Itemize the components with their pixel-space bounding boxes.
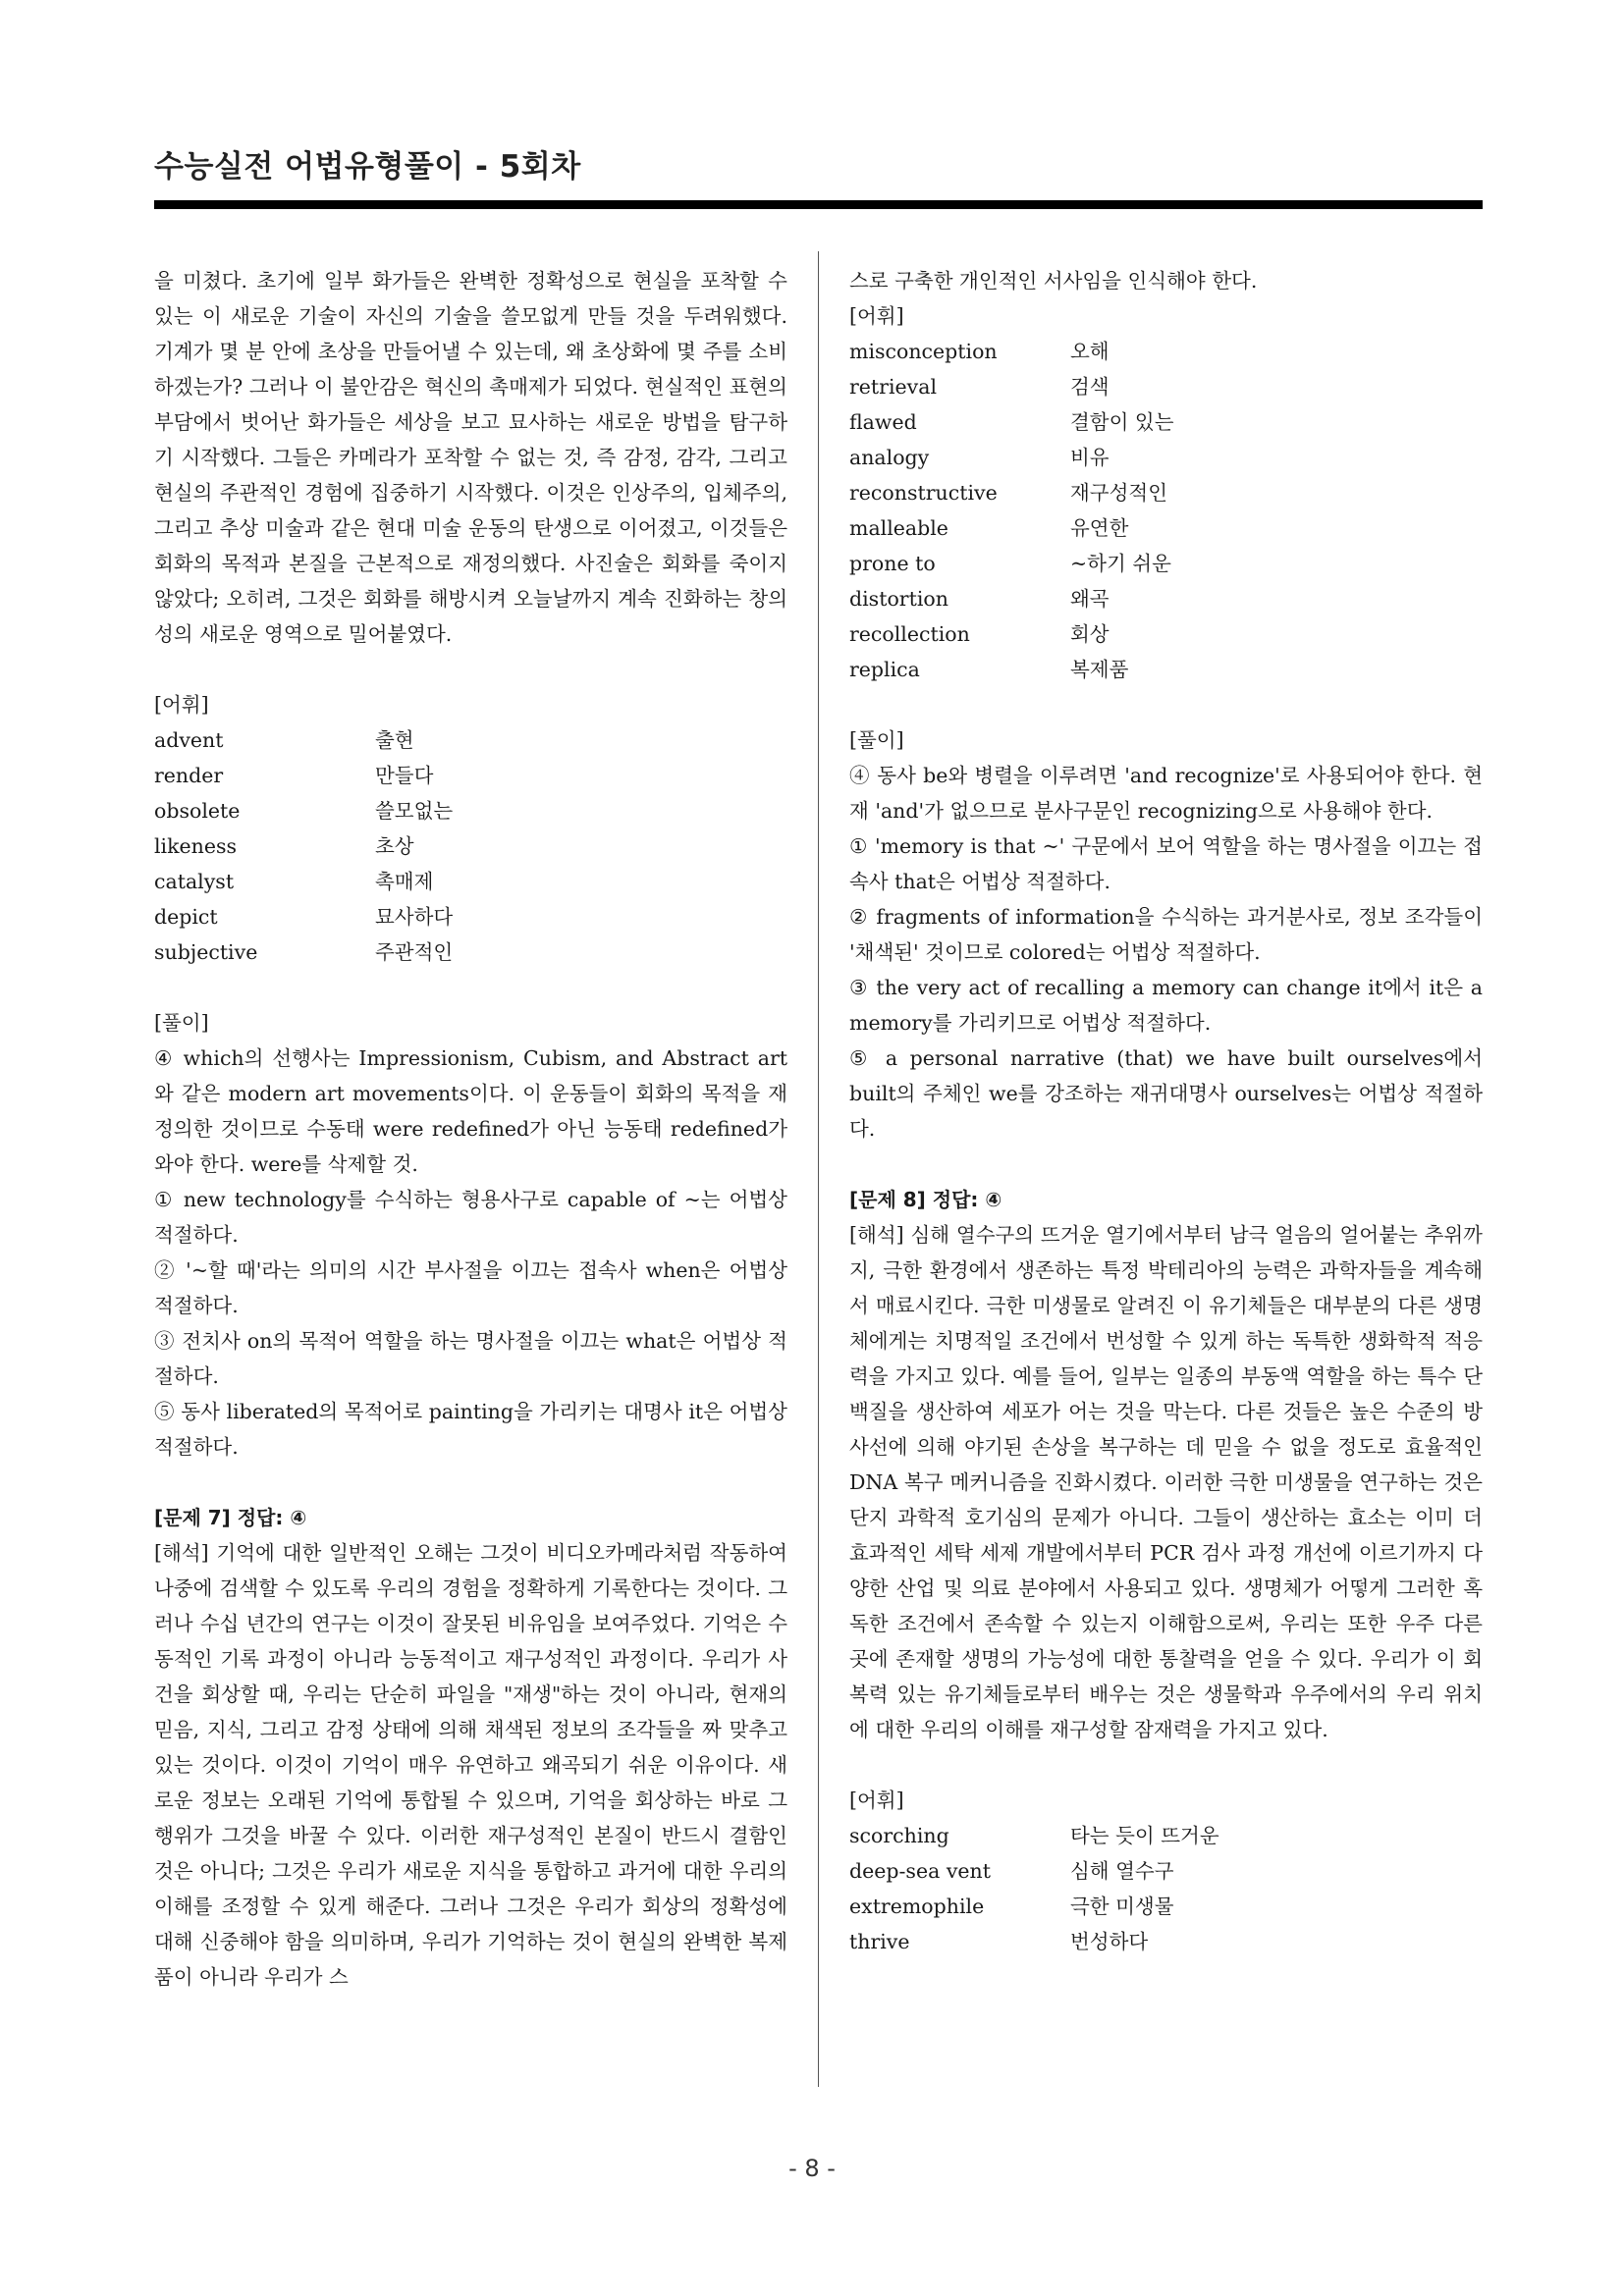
vocab-word: thrive	[849, 1930, 910, 1953]
vocab-word: prone to	[849, 552, 936, 575]
vocab-meaning: 왜곡	[1070, 587, 1110, 611]
solution-item: ① 'memory is that ~' 구문에서 보어 역할을 하는 명사절을 이끄는 접속사 that은 어법상 적절하다.	[849, 834, 1483, 893]
solution-item: ⑤ 동사 liberated의 목적어로 painting을 가리키는 대명사 it은 어법상 적절하다.	[154, 1400, 787, 1459]
vocab-word: malleable	[849, 516, 948, 540]
solution-item: ④ which의 선행사는 Impressionism, Cubism, and Abstract art와 같은 modern art movements이다. 이 운동들이 회화의 목적을 재정의한 것이므로 수동태 were redefined가 아닌 능동태 redefined가 와야 한다. were를 삭제할 것.	[154, 1046, 787, 1176]
vocab-item	[849, 475, 1483, 510]
solution-heading: [풀이]	[849, 728, 904, 752]
vocab-item	[154, 758, 787, 793]
solution-item: ④ 동사 be와 병렬을 이루려면 'and recognize'로 사용되어야 한다. 현재 'and'가 없으므로 분사구문인 recognizing으로 사용해야 한다.	[849, 764, 1483, 823]
vocab-meaning: 극한 미생물	[1070, 1895, 1174, 1918]
vocab-meaning: 출현	[375, 728, 414, 752]
solution-item: ① new technology를 수식하는 형용사구로 capable of ~는 어법상 적절하다.	[154, 1188, 787, 1247]
vocab-meaning: 묘사하다	[375, 905, 454, 929]
vocab-heading: [어휘]	[849, 304, 904, 328]
vocab-item	[154, 793, 787, 828]
vocab-word: depict	[154, 905, 218, 929]
vocab-meaning: 비유	[1070, 446, 1110, 469]
vocab-word: advent	[154, 728, 224, 752]
solution-item: ⑤ a personal narrative (that) we have built ourselves에서 built의 주체인 we를 강조하는 재귀대명사 ourselves는 어법상 적절하다.	[849, 1046, 1483, 1141]
vocab-item	[849, 404, 1483, 440]
solution-heading: [풀이]	[154, 1011, 209, 1035]
vocab-word: flawed	[849, 410, 917, 434]
vocab-list	[849, 334, 1483, 687]
vocab-item	[154, 864, 787, 899]
vocab-item	[849, 334, 1483, 369]
vocab-item	[849, 1924, 1483, 1959]
vocab-word: recollection	[849, 622, 970, 646]
vocab-item	[849, 581, 1483, 616]
page-number: - 8 -	[788, 2155, 836, 2182]
vocab-item	[154, 934, 787, 970]
vocab-item	[849, 440, 1483, 475]
question-8-heading: [문제 8] 정답: ④	[849, 1188, 1002, 1211]
header-rule	[154, 200, 1483, 209]
vocab-list	[154, 722, 787, 970]
vocab-word: render	[154, 764, 224, 787]
vocab-meaning: 번성하다	[1070, 1930, 1149, 1953]
vocab-meaning: 쓸모없는	[375, 799, 454, 823]
vocab-word: deep-sea vent	[849, 1859, 991, 1883]
vocab-meaning: 결함이 있는	[1070, 410, 1174, 434]
vocab-meaning: ~하기 쉬운	[1070, 552, 1171, 575]
question-8-translation: [해석] 심해 열수구의 뜨거운 열기에서부터 남극 얼음의 얼어붙는 추위까지, 극한 환경에서 생존하는 특정 박테리아의 능력은 과학자들을 계속해서 매료시킨다. 극한 미생물로 알려진 이 유기체들은 대부분의 다른 생명체에게는 치명적일 조건에서 번성할 수 있게 하는 독특한 생화학적 적응력을 가지고 있다. 예를 들어, 일부는 일종의 부동액 역할을 하는 특수 단백질을 생산하여 세포가 어는 것을 막는다. 다른 것들은 높은 수준의 방사선에 의해 야기된 손상을 복구하는 데 믿을 수 없을 정도로 효율적인 DNA 복구 메커니즘을 진화시켰다. 이러한 극한 미생물을 연구하는 것은 단지 과학적 호기심의 문제가 아니다. 그들이 생산하는 효소는 이미 더 효과적인 세탁 세제 개발에서부터 PCR 검사 과정 개선에 이르기까지 다양한 산업 및 의료 분야에서 사용되고 있다. 생명체가 어떻게 그러한 혹독한 조건에서 존속할 수 있는지 이해함으로써, 우리는 또한 우주 다른 곳에 존재할 생명의 가능성에 대한 통찰력을 얻을 수 있다. 우리가 이 회복력 있는 유기체들로부터 배우는 것은 생물학과 우주에서의 우리 위치에 대한 우리의 이해를 재구성할 잠재력을 가지고 있다.	[849, 1223, 1483, 1741]
vocab-list	[849, 1818, 1483, 1959]
page-title: 수능실전 어법유형풀이 - 5회차	[154, 149, 581, 185]
vocab-item	[849, 369, 1483, 404]
column-divider	[818, 251, 819, 2087]
solution-item: ③ the very act of recalling a memory can change it에서 it은 a memory를 가리키므로 어법상 적절하다.	[849, 976, 1483, 1035]
solution-item: ② '~할 때'라는 의미의 시간 부사절을 이끄는 접속사 when은 어법상 적절하다.	[154, 1258, 787, 1317]
vocab-item	[849, 652, 1483, 687]
vocab-item	[849, 1889, 1483, 1924]
solution-item: ② fragments of information을 수식하는 과거분사로, 정보 조각들이 '채색된' 것이므로 colored는 어법상 적절하다.	[849, 905, 1483, 964]
vocab-word: distortion	[849, 587, 948, 611]
vocab-item	[849, 616, 1483, 652]
vocab-item	[849, 546, 1483, 581]
vocab-word: reconstructive	[849, 481, 998, 505]
vocab-meaning: 회상	[1070, 622, 1110, 646]
passage-text: 을 미쳤다. 초기에 일부 화가들은 완벽한 정확성으로 현실을 포착할 수 있는 이 새로운 기술이 자신의 기술을 쓸모없게 만들 것을 두려워했다. 기계가 몇 분 안에 초상을 만들어낼 수 있는데, 왜 초상화에 몇 주를 소비하겠는가? 그러나 이 불안감은 혁신의 촉매제가 되었다. 현실적인 표현의 부담에서 벗어난 화가들은 세상을 보고 묘사하는 새로운 방법을 탐구하기 시작했다. 그들은 카메라가 포착할 수 없는 것, 즉 감정, 감각, 그리고 현실의 주관적인 경험에 집중하기 시작했다. 이것은 인상주의, 입체주의, 그리고 추상 미술과 같은 현대 미술 운동의 탄생으로 이어졌고, 이것들은 회화의 목적과 본질을 근본적으로 재정의했다. 사진술은 회화를 죽이지 않았다; 오히려, 그것은 회화를 해방시켜 오늘날까지 계속 진화하는 창의성의 새로운 영역으로 밀어붙였다.	[154, 269, 787, 646]
vocab-item	[154, 899, 787, 934]
vocab-word: misconception	[849, 340, 998, 363]
vocab-word: replica	[849, 658, 920, 681]
vocab-word: scorching	[849, 1824, 949, 1847]
right-column	[849, 263, 1483, 1959]
vocab-item	[154, 828, 787, 864]
vocab-meaning: 초상	[375, 834, 414, 858]
vocab-meaning: 검색	[1070, 375, 1110, 399]
vocab-word: catalyst	[154, 870, 235, 893]
vocab-meaning: 촉매제	[375, 870, 434, 893]
left-column	[154, 263, 787, 1995]
page-header	[154, 147, 1483, 187]
vocab-word: likeness	[154, 834, 238, 858]
vocab-word: obsolete	[154, 799, 241, 823]
vocab-item	[849, 1853, 1483, 1889]
vocab-word: extremophile	[849, 1895, 985, 1918]
vocab-meaning: 타는 듯이 뜨거운	[1070, 1824, 1219, 1847]
vocab-item	[154, 722, 787, 758]
vocab-meaning: 심해 열수구	[1070, 1859, 1174, 1883]
question-7-heading: [문제 7] 정답: ④	[154, 1506, 307, 1529]
vocab-meaning: 재구성적인	[1070, 481, 1168, 505]
vocab-item	[849, 1818, 1483, 1853]
vocab-heading: [어휘]	[154, 693, 209, 717]
vocab-item	[849, 510, 1483, 546]
vocab-meaning: 오해	[1070, 340, 1110, 363]
vocab-word: subjective	[154, 940, 258, 964]
vocab-heading: [어휘]	[849, 1789, 904, 1812]
vocab-word: analogy	[849, 446, 930, 469]
vocab-meaning: 만들다	[375, 764, 434, 787]
vocab-meaning: 유연한	[1070, 516, 1129, 540]
question-7-translation: [해석] 기억에 대한 일반적인 오해는 그것이 비디오카메라처럼 작동하여 나중에 검색할 수 있도록 우리의 경험을 정확하게 기록한다는 것이다. 그러나 수십 년간의 연구는 이것이 잘못된 비유임을 보여주었다. 기억은 수동적인 기록 과정이 아니라 능동적이고 재구성적인 과정이다. 우리가 사건을 회상할 때, 우리는 단순히 파일을 "재생"하는 것이 아니라, 현재의 믿음, 지식, 그리고 감정 상태에 의해 채색된 정보의 조각들을 짜 맞추고 있는 것이다. 이것이 기억이 매우 유연하고 왜곡되기 쉬운 이유이다. 새로운 정보는 오래된 기억에 통합될 수 있으며, 기억을 회상하는 바로 그 행위가 그것을 바꿀 수 있다. 이러한 재구성적인 본질이 반드시 결함인 것은 아니다; 그것은 우리가 새로운 지식을 통합하고 과거에 대한 우리의 이해를 조정할 수 있게 해준다. 그러나 그것은 우리가 회상의 정확성에 대해 신중해야 함을 의미하며, 우리가 기억하는 것이 현실의 완벽한 복제품이 아니라 우리가 스	[154, 1541, 787, 1989]
solution-item: ③ 전치사 on의 목적어 역할을 하는 명사절을 이끄는 what은 어법상 적절하다.	[154, 1329, 787, 1388]
vocab-meaning: 주관적인	[375, 940, 454, 964]
vocab-word: retrieval	[849, 375, 938, 399]
vocab-meaning: 복제품	[1070, 658, 1129, 681]
passage-continuation: 스로 구축한 개인적인 서사임을 인식해야 한다.	[849, 269, 1258, 293]
